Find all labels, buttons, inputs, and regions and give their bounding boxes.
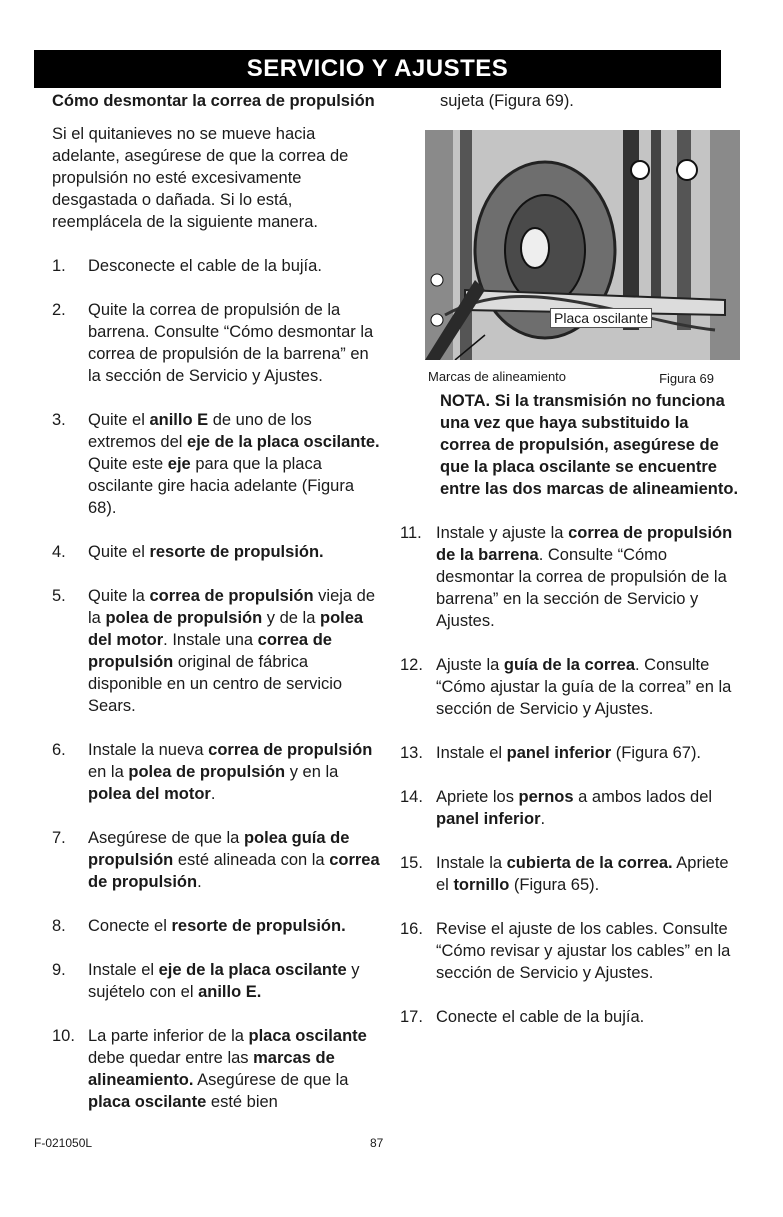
step-item (52, 409, 382, 519)
step-number: 10. (52, 1027, 75, 1045)
step-number: 14. (400, 788, 423, 806)
step-text: Asegúrese de que la polea guía de propulsión esté alineada con la correa de propulsión. (88, 829, 380, 891)
step-item (52, 739, 382, 805)
step-number: 5. (52, 587, 66, 605)
step-item (400, 654, 740, 720)
figure-69 (425, 130, 740, 360)
step-text: Desconecte el cable de la bujía. (88, 257, 322, 275)
caption-alignment-marks: Marcas de alineamiento (428, 369, 567, 384)
step-text: Conecte el cable de la bujía. (436, 1008, 645, 1026)
step-number: 8. (52, 917, 66, 935)
intro-paragraph: Si el quitanieves no se mueve hacia adelante, asegúrese de que la correa de propulsión no esté excesivamente desgastada o dañada. Si lo está, reemplácela de la siguiente manera. (52, 125, 349, 231)
step-item (400, 852, 740, 896)
step-text: Instale la cubierta de la correa. Apriete el tornillo (Figura 65). (436, 854, 729, 894)
step-item (52, 585, 382, 717)
step-number: 1. (52, 257, 66, 275)
step-item (52, 299, 382, 387)
step-text: Quite el resorte de propulsión. (88, 543, 324, 561)
step-item (400, 1006, 740, 1028)
step-number: 17. (400, 1008, 423, 1026)
document-code: F-021050L (34, 1136, 93, 1150)
step-text: Apriete los pernos a ambos lados del panel inferior. (436, 788, 713, 828)
continuation-text: sujeta (Figura 69). (440, 92, 574, 110)
step-text: Quite la correa de propulsión de la barrena. Consulte “Cómo desmontar la correa de propulsión de la barrena” en la sección de Servicio y Ajustes. (88, 301, 374, 385)
note-paragraph: NOTA. Si la transmisión no funciona una vez que haya substituido la correa de propulsión, asegúrese de que la placa oscilante se encuentre entre las dos marcas de alineamiento. (440, 392, 739, 498)
step-text: La parte inferior de la placa oscilante debe quedar entre las marcas de alineamiento. Asegúrese de que la placa oscilante esté bien (88, 1027, 367, 1111)
figure-caption (400, 366, 740, 390)
step-text: Instale el panel inferior (Figura 67). (436, 744, 702, 762)
step-item (400, 522, 740, 632)
step-text: Conecte el resorte de propulsión. (88, 917, 346, 935)
step-item (400, 786, 740, 830)
step-item (52, 541, 382, 563)
step-number: 6. (52, 741, 66, 759)
figure-callout: Placa oscilante (550, 308, 652, 328)
section-heading: Cómo desmontar la correa de propulsión (52, 92, 375, 110)
step-item (400, 918, 740, 984)
step-item (52, 915, 382, 937)
step-number: 3. (52, 411, 66, 429)
right-step-list (400, 522, 740, 1028)
step-text: Instale el eje de la placa oscilante y sujételo con el anillo E. (88, 961, 360, 1001)
step-number: 9. (52, 961, 66, 979)
step-text: Quite la correa de propulsión vieja de la polea de propulsión y de la polea del motor. Instale una correa de propulsión original de fábrica disponible en un centro de servicio Sears. (88, 587, 376, 715)
step-number: 2. (52, 301, 66, 319)
left-column (52, 90, 382, 1135)
step-item (400, 742, 740, 764)
step-number: 4. (52, 543, 66, 561)
step-number: 16. (400, 920, 423, 938)
step-number: 15. (400, 854, 423, 872)
step-text: Revise el ajuste de los cables. Consulte “Cómo revisar y ajustar los cables” en la sección de Servicio y Ajustes. (436, 920, 731, 982)
step-text: Quite el anillo E de uno de los extremos del eje de la placa oscilante. Quite este eje para que la placa oscilante gire hacia adelante (Figura 68). (88, 411, 380, 517)
step-item (52, 255, 382, 277)
step-number: 12. (400, 656, 423, 674)
step-text: Instale la nueva correa de propulsión en la polea de propulsión y en la polea del motor. (88, 741, 373, 803)
section-banner: SERVICIO Y AJUSTES (34, 50, 721, 88)
step-item (52, 1025, 382, 1113)
step-text: Ajuste la guía de la correa. Consulte “Cómo ajustar la guía de la correa” en la sección de Servicio y Ajustes. (436, 656, 732, 718)
right-column (400, 90, 740, 1050)
caption-figure-number: Figura 69 (659, 371, 714, 386)
step-number: 11. (400, 524, 422, 542)
step-item (52, 959, 382, 1003)
step-text: Instale y ajuste la correa de propulsión de la barrena. Consulte “Cómo desmontar la correa de propulsión de la barrena” en la sección de Servicio y Ajustes. (436, 524, 733, 630)
left-step-list (52, 255, 382, 1113)
step-number: 7. (52, 829, 66, 847)
step-number: 13. (400, 744, 423, 762)
page-number: 87 (370, 1136, 384, 1150)
step-item (52, 827, 382, 893)
